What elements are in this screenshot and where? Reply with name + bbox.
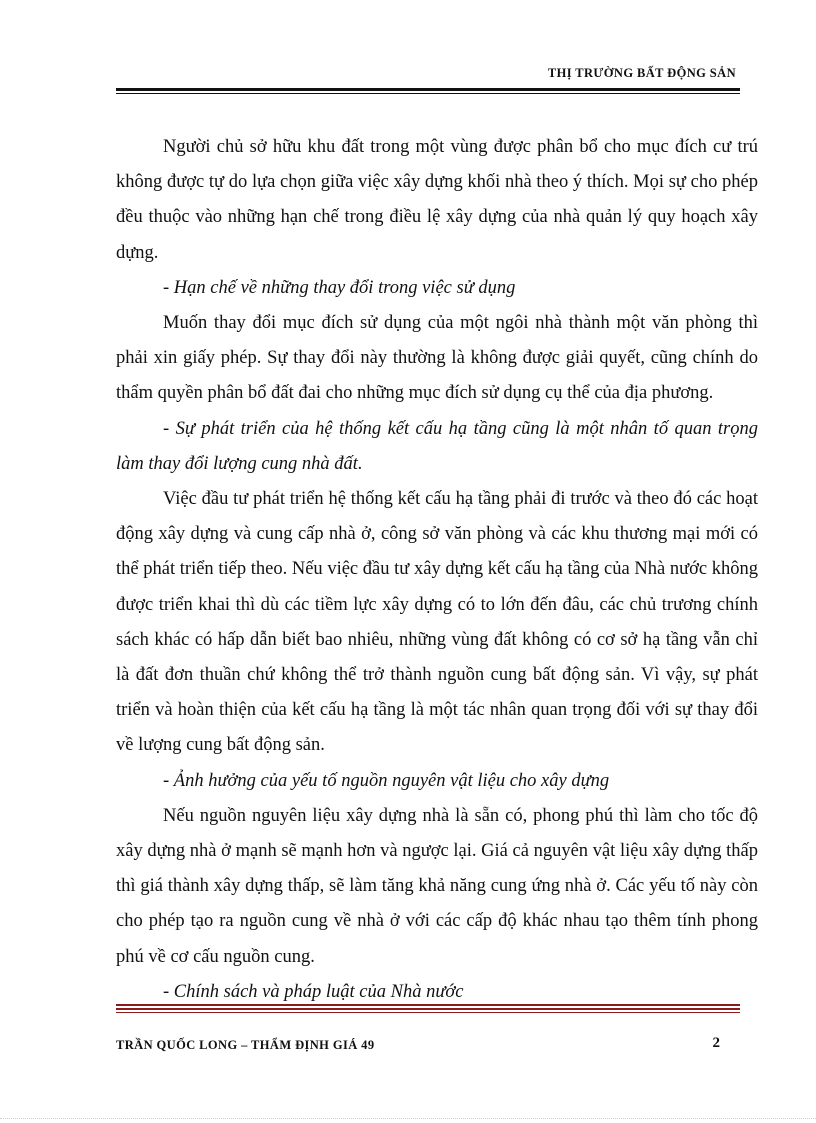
- footer-rule-line: [116, 1004, 740, 1006]
- italic-subheading: - Sự phát triển của hệ thống kết cấu hạ tầng cũng là một nhân tố quan trọng làm thay đổi lượng cung nhà đất.: [116, 418, 758, 474]
- page-edge: [0, 1118, 816, 1119]
- italic-subheading: - Hạn chế về những thay đổi trong việc sử dụng: [163, 277, 516, 298]
- paragraph: Việc đầu tư phát triển hệ thống kết cấu hạ tầng phải đi trước và theo đó các hoạt động xây dựng và cung cấp nhà ở, công sở văn phòng và các khu thương mại mới có thể phát triển tiếp theo. Nếu việc đầu tư xây dựng kết cấu hạ tầng của Nhà nước không được triển khai thì dù các tiềm lực xây dựng có to lớn đến đâu, các chủ trương chính sách khác có hấp dẫn biết bao nhiêu, những vùng đất không có cơ sở hạ tầng vẫn chỉ là đất đơn thuần chứ không thể trở thành nguồn cung bất động sản. Vì vậy, sự phát triển và hoàn thiện của kết cấu hạ tầng là một tác nhân quan trọng đối với sự thay đổi về lượng cung bất động sản.: [116, 489, 758, 756]
- header-rule-thin: [116, 93, 740, 94]
- footer-author: TRẦN QUỐC LONG – THẨM ĐỊNH GIÁ 49: [116, 1038, 375, 1052]
- footer-rule-line: [116, 1008, 740, 1010]
- paragraph: Nếu nguồn nguyên liệu xây dựng nhà là sẵn có, phong phú thì làm cho tốc độ xây dựng nhà ở mạnh sẽ mạnh hơn và ngược lại. Giá cả nguyên vật liệu xây dựng thấp thì giá thành xây dựng thấp, sẽ làm tăng khả năng cung ứng nhà ở. Các yếu tố này còn cho phép tạo ra nguồn cung về nhà ở với các cấp độ khác nhau tạo thêm tính phong phú về cơ cấu nguồn cung.: [116, 805, 758, 967]
- paragraph: Muốn thay đổi mục đích sử dụng của một ngôi nhà thành một văn phòng thì phải xin giấy phép. Sự thay đổi này thường là không được giải quyết, cũng chính do thẩm quyền phân bổ đất đai cho những mục đích sử dụng cụ thể của địa phương.: [116, 313, 758, 404]
- italic-subheading: - Chính sách và pháp luật của Nhà nước: [163, 981, 464, 1002]
- page-number: 2: [712, 1035, 720, 1051]
- header-rule: [116, 88, 740, 91]
- footer-rule-line: [116, 1012, 740, 1013]
- body-text: [116, 130, 758, 1010]
- paragraph: Người chủ sở hữu khu đất trong một vùng được phân bổ cho mục đích cư trú không được tự do lựa chọn giữa việc xây dựng khối nhà theo ý thích. Mọi sự cho phép đều thuộc vào những hạn chế trong điều lệ xây dựng của nhà quản lý quy hoạch xây dựng.: [116, 137, 758, 263]
- header-title: THỊ TRƯỜNG BẤT ĐỘNG SẢN: [547, 66, 736, 80]
- page-header: [116, 64, 740, 94]
- footer-rule: [116, 1004, 740, 1013]
- italic-subheading: - Ảnh hưởng của yếu tố nguồn nguyên vật liệu cho xây dựng: [163, 770, 610, 791]
